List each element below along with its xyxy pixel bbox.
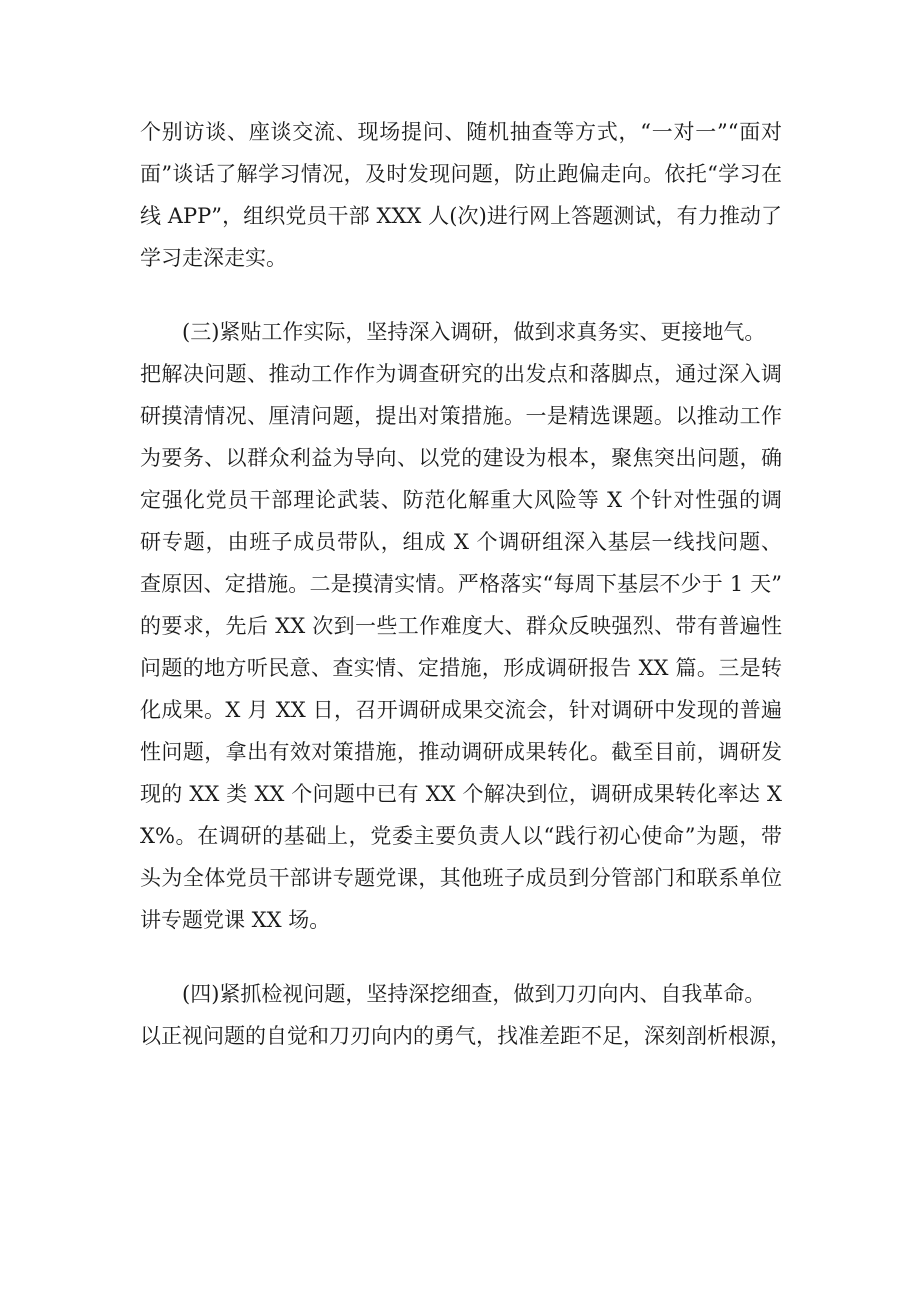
paragraph-section-4	[140, 973, 791, 1057]
text-line: 的要求，先后 XX 次到一些工作难度大、群众反映强烈、带有普遍性	[140, 614, 782, 638]
text-line: 讲专题党课 XX 场。	[140, 908, 331, 932]
text-line: 线 APP”，组织党员干部 XXX 人(次)进行网上答题测试，有力推动了	[140, 204, 782, 228]
paragraph-spacer	[140, 279, 782, 311]
section-heading-line: (四)紧抓检视问题，坚持深挖细查，做到刀刃向内、自我革命。	[182, 982, 766, 1006]
text-line: 研专题，由班子成员带队，组成 X 个调研组深入基层一线找问题、	[140, 530, 782, 554]
text-line: X%。在调研的基础上，党委主要负责人以“践行初心使命”为题，带	[140, 824, 782, 848]
text-line: 现的 XX 类 XX 个问题中已有 XX 个解决到位，调研成果转化率达 X	[140, 782, 782, 806]
text-line: 面”谈话了解学习情况，及时发现问题，防止跑偏走向。依托“学习在	[140, 162, 782, 186]
text-line: 化成果。X 月 XX 日，召开调研成果交流会，针对调研中发现的普遍	[140, 698, 782, 722]
section-heading-line: (三)紧贴工作实际，坚持深入调研，做到求真务实、更接地气。	[182, 320, 766, 344]
text-line: 把解决问题、推动工作作为调查研究的出发点和落脚点，通过深入调	[140, 362, 782, 386]
text-line: 为要务、以群众利益为导向、以党的建设为根本，聚焦突出问题，确	[140, 446, 782, 470]
text-line: 性问题，拿出有效对策措施，推动调研成果转化。截至目前，调研发	[140, 740, 782, 764]
paragraph-section-3	[140, 311, 782, 941]
text-line: 以正视问题的自觉和刀刃向内的勇气，找准差距不足，深刻剖析根源，	[140, 1024, 791, 1048]
document-body	[140, 111, 791, 1057]
text-line: 头为全体党员干部讲专题党课，其他班子成员到分管部门和联系单位	[140, 866, 782, 890]
text-line: 学习走深走实。	[140, 246, 287, 270]
paragraph-continued	[140, 111, 782, 279]
text-line: 查原因、定措施。二是摸清实情。严格落实“每周下基层不少于 1 天”	[140, 572, 782, 596]
text-line: 个别访谈、座谈交流、现场提问、随机抽查等方式，“一对一”“面对	[140, 120, 782, 144]
paragraph-spacer	[140, 941, 782, 973]
text-line: 问题的地方听民意、查实情、定措施，形成调研报告 XX 篇。三是转	[140, 656, 782, 680]
text-line: 定强化党员干部理论武装、防范化解重大风险等 X 个针对性强的调	[140, 488, 782, 512]
text-line: 研摸清情况、厘清问题，提出对策措施。一是精选课题。以推动工作	[140, 404, 782, 428]
